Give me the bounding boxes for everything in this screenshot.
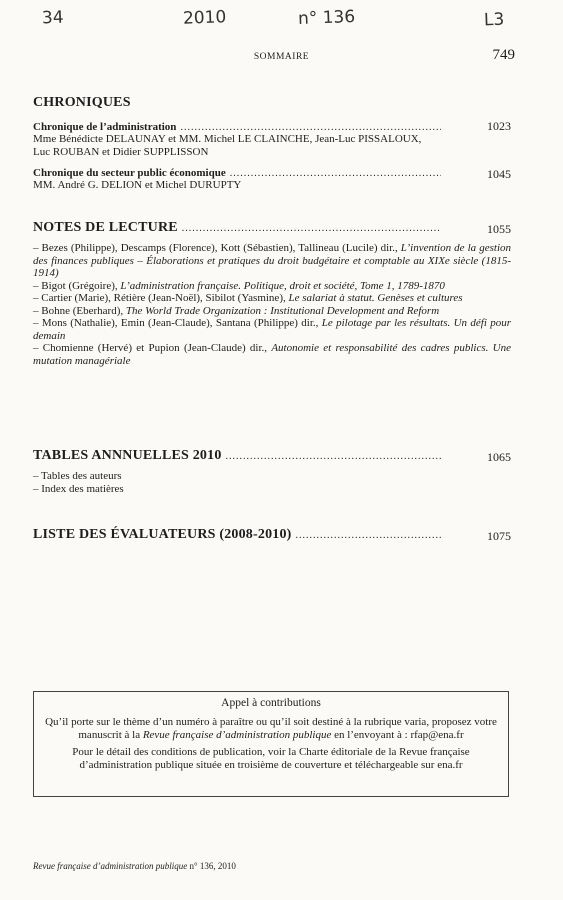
contributions-paragraph: Qu’il porte sur le thème d’un numéro à paraître ou qu’il soit destiné à la rubrique varia, proposez votre manuscrit à la Revue française d’administration publique en l’envoyant à : rfap@ena.fr [45,715,497,741]
leader-dots [296,530,441,541]
note-entry: – Bigot (Grégoire), L’administration française. Politique, droit et société, Tome 1, 1789-1870 [33,279,445,292]
leader-dots [182,223,441,234]
note-entry: – Bohne (Eberhard), The World Trade Organization : Institutional Development and Reform [33,304,440,317]
toc-entry-page: 1023 [487,119,511,133]
handwritten-annotation-right: L3 [483,9,505,31]
note-entry: – Chomienne (Hervé) et Pupion (Jean-Claude) dir., Autonomie et responsabilité des cadres publics. Une mutation managériale [33,342,511,367]
section-title-evaluateurs: LISTE DES ÉVALUATEURS (2008-2010) [33,527,292,542]
notes-list [33,242,511,367]
contributions-box [33,691,509,797]
leader-dots [180,122,441,133]
handwritten-annotation-left: 34 [41,7,64,29]
section-page-notes: 1055 [487,222,511,236]
page-number: 749 [492,47,515,63]
section-tables-annuelles [33,448,511,495]
running-head: SOMMAIRE [253,52,310,62]
list-item: – Tables des auteurs [33,470,122,482]
section-title-notes: NOTES DE LECTURE [33,220,178,235]
section-notes-de-lecture [33,220,511,367]
toc-entry-page: 1045 [487,167,511,181]
handwritten-annotation-number: n° 136 [297,7,356,29]
toc-entry-chronique-secteur-public [33,167,511,192]
toc-entry-authors: Luc ROUBAN et Didier SUPPLISSON [33,145,209,158]
leader-dots [226,451,441,462]
section-title-tables: TABLES ANNNUELLES 2010 [33,448,222,463]
page-footer: Revue française d’administration publique n° 136, 2010 [33,861,236,871]
handwritten-annotation-year: 2010 [182,7,227,29]
section-title-chroniques: CHRONIQUES [33,95,131,110]
leader-dots [230,168,441,179]
toc-entry-authors: MM. André G. DELION et Michel DURUPTY [33,179,242,191]
note-entry: – Bezes (Philippe), Descamps (Florence), Kott (Sébastien), Tallineau (Lucile) dir., L’invention de la gestion des finances publiques – Élaborations et pratiques du droit budgétaire et comptable au XIXe siècle (1815-1914) [33,242,512,279]
toc-entry-chronique-administration [33,121,511,158]
contributions-title: Appel à contributions [221,697,321,709]
tables-list [33,470,511,495]
section-chroniques [33,95,511,192]
section-page-tables: 1065 [487,450,511,464]
toc-entry-authors: Mme Bénédicte DELAUNAY et MM. Michel LE CLAINCHE, Jean-Luc PISSALOUX, [33,133,422,145]
toc-entry-title: Chronique de l’administration [33,121,177,133]
contributions-paragraph: Pour le détail des conditions de publication, voir la Charte éditoriale de la Revue française d’administration publique située en troisième de couverture et téléchargeable sur ena.fr [72,746,470,772]
list-item: – Index des matières [33,482,124,495]
section-page-evaluateurs: 1075 [487,529,511,543]
toc-entry-title: Chronique du secteur public économique [33,167,226,179]
note-entry: – Mons (Nathalie), Emin (Jean-Claude), Santana (Philippe) dir., Le pilotage par les résultats. Un défi pour demain [33,317,511,342]
section-liste-evaluateurs [33,527,511,543]
note-entry: – Cartier (Marie), Rétière (Jean-Noël), Sibilot (Yasmine), Le salariat à statut. Genèses et cultures [33,292,463,304]
